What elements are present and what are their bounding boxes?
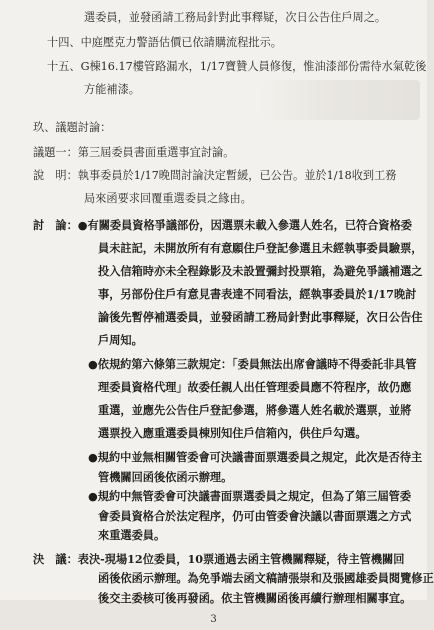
explanation-line: 說 明：執事委員於1/17晚間討論決定暫緩，已公告。並於1/18收到工務 bbox=[33, 169, 397, 182]
text-line: 十五、G棟16.17樓管路漏水，1/17寶贊人員修復，惟油漆部份需待水氣乾後 bbox=[47, 60, 427, 73]
discussion-line: 會委員資格合於法定程序，仍可由管委會決議以書面票選之方式 bbox=[98, 508, 412, 523]
text-line: 選委員，並發函請工務局針對此事釋疑，次日公告住戶周之。 bbox=[84, 11, 387, 24]
discussion-line: 戶周知。 bbox=[98, 333, 143, 347]
section-heading: 玖、議題討論： bbox=[33, 121, 112, 134]
explanation-line: 局來函要求回覆重選委員之緣由。 bbox=[84, 192, 252, 205]
discussion-line: 討 論：●有關委員資格爭議部份，因選票未載入參選人姓名，已符合資格委 bbox=[33, 218, 412, 232]
discussion-line: ●規約中無管委會可決議書面票選委員之規定，但為了第三屆管委 bbox=[88, 489, 412, 503]
discussion-line: ●依規約第六條第三款規定：「委員無法出席會議時不得委託非具管 bbox=[88, 357, 417, 371]
discussion-line: 選票投入應重選委員棟別知住戶信箱內，供住戶勾選。 bbox=[98, 426, 367, 440]
discussion-line: 事，另部份住戶有意見書表達不同看法，經執事委員於1/17晚討 bbox=[98, 287, 417, 301]
text-line: 方能補漆。 bbox=[84, 83, 140, 96]
discussion-line: 管機關回函後依函示辦理。 bbox=[98, 469, 233, 484]
page-number: 3 bbox=[210, 613, 217, 625]
discussion-line: 員未註記，未開放所有有意願住戶登記參選且未經執事委員驗票， bbox=[98, 241, 423, 255]
resolution-line: 後交主委核可後再發函。依主管機關函後再續行辦理相關事宜。 bbox=[98, 590, 412, 605]
scan-shadow bbox=[260, 80, 420, 120]
discussion-line: 重選，並應先公告住戶登記參選，將參選人姓名載於選票，並將 bbox=[98, 403, 412, 417]
discussion-line: 投入信箱時亦未全程錄影及未設置彌封投票箱，為避免爭議補選之 bbox=[98, 264, 423, 278]
agenda-title: 議題一：第三屆委員書面重選事宜討論。 bbox=[33, 146, 235, 159]
discussion-line: 來重選委員。 bbox=[98, 528, 166, 542]
discussion-line: 論後先暫停補選委員，並發函請工務局針對此事釋疑，次日公告住 bbox=[98, 310, 423, 324]
text-line: 十四、中庭壓克力警語估價已依請購流程批示。 bbox=[47, 36, 282, 49]
resolution-line: 函後依函示辦理。為免爭端去函文稿請張崇和及張國雄委員閱覽修正 bbox=[98, 571, 434, 585]
resolution-line: 決 議：表決-現場12位委員，10票通過去函主管機關釋疑，待主管機關回 bbox=[33, 551, 405, 566]
discussion-line: ●規約中並無相關管委會可決議書面票選委員之規定，此次是否待主 bbox=[88, 450, 423, 464]
discussion-line: 理委員資格代理」故委任親人出任管理委員應不符程序，故仍應 bbox=[98, 380, 412, 394]
